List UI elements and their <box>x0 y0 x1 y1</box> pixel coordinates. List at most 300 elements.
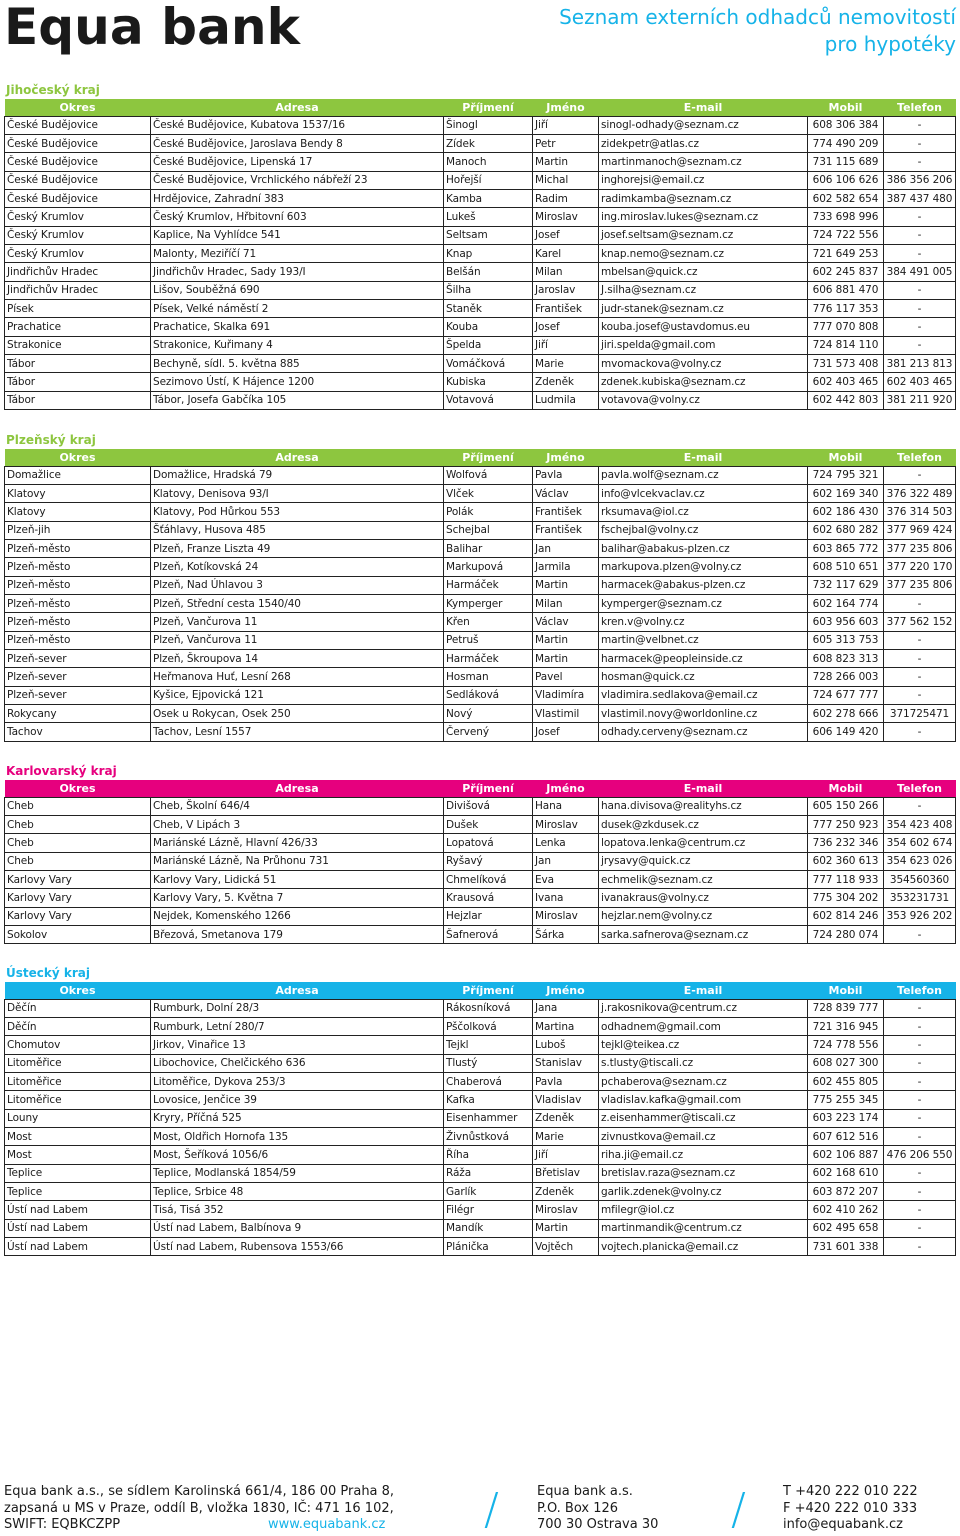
column-header: Okres <box>59 450 96 464</box>
okres-cell: Karlovy Vary <box>5 870 151 888</box>
surname-cell: Seltsam <box>444 226 533 244</box>
table-row <box>5 852 956 870</box>
column-header: Příjmení <box>462 983 514 997</box>
email-cell[interactable]: sarka.safnerova@seznam.cz <box>599 925 808 943</box>
okres-cell: Rokycany <box>5 704 151 722</box>
table-row <box>5 1219 956 1237</box>
phone-cell: - <box>884 925 956 943</box>
firstname-cell: Miroslav <box>533 208 599 226</box>
address-cell: Klatovy, Denisova 93/I <box>151 484 444 502</box>
mobile-cell: 602 410 262 <box>808 1201 884 1219</box>
table-row <box>5 613 956 631</box>
firstname-cell: Václav <box>533 484 599 502</box>
firstname-cell: Martin <box>533 1219 599 1237</box>
email-cell[interactable]: echmelik@seznam.cz <box>599 870 808 888</box>
address-cell: Plzeň, Střední cesta 1540/40 <box>151 594 444 612</box>
table-row <box>5 797 956 815</box>
surname-cell: Tejkl <box>444 1036 533 1054</box>
mobile-cell: 602 680 282 <box>808 521 884 539</box>
phone-cell: 371725471 <box>884 704 956 722</box>
surname-cell: Hořejší <box>444 171 533 189</box>
firstname-cell: Pavla <box>533 466 599 484</box>
firstname-cell: Martin <box>533 631 599 649</box>
surname-cell: Garlík <box>444 1182 533 1200</box>
address-cell: Klatovy, Pod Hůrkou 553 <box>151 503 444 521</box>
email-cell[interactable]: zidekpetr@atlas.cz <box>599 134 808 152</box>
okres-cell: České Budějovice <box>5 153 151 171</box>
phone-cell: - <box>884 594 956 612</box>
table-row <box>5 1017 956 1035</box>
mobile-cell: 603 865 772 <box>808 539 884 557</box>
phone-cell: 381 213 813 <box>884 354 956 372</box>
okres-cell: Teplice <box>5 1182 151 1200</box>
phone-cell: - <box>884 1072 956 1090</box>
okres-cell: Český Krumlov <box>5 208 151 226</box>
email-cell[interactable]: fschejbal@volny.cz <box>599 521 808 539</box>
address-cell: Ústí nad Labem, Rubensova 1553/66 <box>151 1237 444 1255</box>
phone-cell: - <box>884 299 956 317</box>
address-cell: Lovosice, Jenčice 39 <box>151 1091 444 1109</box>
table-row <box>5 1237 956 1255</box>
firstname-cell: Miroslav <box>533 815 599 833</box>
okres-cell: Prachatice <box>5 318 151 336</box>
address-cell: Heřmanova Huť, Lesní 268 <box>151 668 444 686</box>
address-cell: Litoměřice, Dykova 253/3 <box>151 1072 444 1090</box>
address-cell: Rumburk, Dolní 28/3 <box>151 999 444 1017</box>
phone-cell: - <box>884 208 956 226</box>
column-header: E-mail <box>683 781 723 795</box>
mobile-cell: 731 115 689 <box>808 153 884 171</box>
column-header: Jméno <box>546 983 585 997</box>
mobile-cell: 603 956 603 <box>808 613 884 631</box>
table-row <box>5 668 956 686</box>
okres-cell: Cheb <box>5 815 151 833</box>
table-row <box>5 391 956 409</box>
email-cell[interactable]: pavla.wolf@seznam.cz <box>599 466 808 484</box>
firstname-cell: Jiří <box>533 1146 599 1164</box>
okres-cell: Ústí nad Labem <box>5 1201 151 1219</box>
table-row <box>5 336 956 354</box>
address-cell: Plzeň, Vančurova 11 <box>151 631 444 649</box>
column-header: Telefon <box>897 983 942 997</box>
table-row <box>5 1091 956 1109</box>
footer-divider: / <box>731 1484 746 1535</box>
mobile-cell: 603 223 174 <box>808 1109 884 1127</box>
surname-cell: Eisenhammer <box>444 1109 533 1127</box>
mobile-cell: 605 313 753 <box>808 631 884 649</box>
address-cell: Šťáhlavy, Husova 485 <box>151 521 444 539</box>
surname-cell: Mandík <box>444 1219 533 1237</box>
mobile-cell: 724 814 110 <box>808 336 884 354</box>
firstname-cell: Marie <box>533 354 599 372</box>
surname-cell: Filégr <box>444 1201 533 1219</box>
table-row <box>5 1036 956 1054</box>
column-header: E-mail <box>683 983 723 997</box>
email-cell[interactable]: hosman@quick.cz <box>599 668 808 686</box>
surname-cell: Belšán <box>444 263 533 281</box>
firstname-cell: Miroslav <box>533 1201 599 1219</box>
email-cell[interactable]: votavova@volny.cz <box>599 391 808 409</box>
column-header: Telefon <box>897 781 942 795</box>
email-cell[interactable]: info@vlcekvaclav.cz <box>599 484 808 502</box>
email-cell[interactable]: kouba.josef@ustavdomus.eu <box>599 318 808 336</box>
surname-cell: Knap <box>444 244 533 262</box>
phone-cell: - <box>884 116 956 134</box>
table-row <box>5 299 956 317</box>
address-cell: Plzeň, Franze Liszta 49 <box>151 539 444 557</box>
surname-cell: Vomáčková <box>444 354 533 372</box>
table-header-row <box>5 449 956 466</box>
footer-fax: F +420 222 010 333 <box>783 1500 918 1516</box>
table-row <box>5 1109 956 1127</box>
email-cell[interactable]: pchaberova@seznam.cz <box>599 1072 808 1090</box>
address-cell: Lišov, Souběžná 690 <box>151 281 444 299</box>
phone-cell: 377 235 806 <box>884 576 956 594</box>
footer-email-link[interactable]: info@equabank.cz <box>783 1517 903 1532</box>
mobile-cell: 603 872 207 <box>808 1182 884 1200</box>
firstname-cell: Josef <box>533 226 599 244</box>
surname-cell: Ráža <box>444 1164 533 1182</box>
page-footer <box>0 1484 960 1536</box>
phone-cell: 354 623 026 <box>884 852 956 870</box>
okres-cell: Tábor <box>5 373 151 391</box>
firstname-cell: Martina <box>533 1017 599 1035</box>
okres-cell: Litoměřice <box>5 1091 151 1109</box>
column-header: Okres <box>59 781 96 795</box>
address-cell: Kryry, Příčná 525 <box>151 1109 444 1127</box>
footer-postal-address <box>537 1484 658 1534</box>
mobile-cell: 774 490 209 <box>808 134 884 152</box>
table-row <box>5 649 956 667</box>
phone-cell: 354 602 674 <box>884 834 956 852</box>
table-row <box>5 999 956 1017</box>
email-cell[interactable]: ing.miroslav.lukes@seznam.cz <box>599 208 808 226</box>
mobile-cell: 777 118 933 <box>808 870 884 888</box>
table-row <box>5 907 956 925</box>
okres-cell: Jindřichův Hradec <box>5 281 151 299</box>
email-cell[interactable]: jrysavy@quick.cz <box>599 852 808 870</box>
email-cell[interactable]: zdenek.kubiska@seznam.cz <box>599 373 808 391</box>
surname-cell: Dušek <box>444 815 533 833</box>
table-header-row <box>5 780 956 797</box>
okres-cell: Most <box>5 1127 151 1145</box>
email-cell[interactable]: hana.divisova@realityhs.cz <box>599 797 808 815</box>
phone-cell: - <box>884 649 956 667</box>
address-cell: Plzeň, Škroupova 14 <box>151 649 444 667</box>
mobile-cell: 602 245 837 <box>808 263 884 281</box>
mobile-cell: 606 106 626 <box>808 171 884 189</box>
phone-cell: 384 491 005 <box>884 263 956 281</box>
okres-cell: Plzeň-město <box>5 594 151 612</box>
email-cell[interactable]: radimkamba@seznam.cz <box>599 189 808 207</box>
mobile-cell: 602 360 613 <box>808 852 884 870</box>
email-cell[interactable]: mbelsan@quick.cz <box>599 263 808 281</box>
phone-cell: - <box>884 318 956 336</box>
footer-postal-line: P.O. Box 126 <box>537 1500 619 1516</box>
column-header: Příjmení <box>462 100 514 114</box>
address-cell: Březová, Smetanova 179 <box>151 925 444 943</box>
email-cell[interactable]: knap.nemo@seznam.cz <box>599 244 808 262</box>
email-cell[interactable]: dusek@zkdusek.cz <box>599 815 808 833</box>
column-header: Jméno <box>546 450 585 464</box>
mobile-cell: 602 164 774 <box>808 594 884 612</box>
mobile-cell: 721 316 945 <box>808 1017 884 1035</box>
firstname-cell: Hana <box>533 797 599 815</box>
phone-cell: - <box>884 999 956 1017</box>
mobile-cell: 724 795 321 <box>808 466 884 484</box>
phone-cell: - <box>884 1201 956 1219</box>
okres-cell: České Budějovice <box>5 134 151 152</box>
okres-cell: Most <box>5 1146 151 1164</box>
okres-cell: České Budějovice <box>5 116 151 134</box>
email-cell[interactable]: kren.v@volny.cz <box>599 613 808 631</box>
surname-cell: Wolfová <box>444 466 533 484</box>
email-cell[interactable]: odhady.cerveny@seznam.cz <box>599 723 808 741</box>
okres-cell: Jindřichův Hradec <box>5 263 151 281</box>
mobile-cell: 733 698 996 <box>808 208 884 226</box>
email-cell[interactable]: bretislav.raza@seznam.cz <box>599 1164 808 1182</box>
mobile-cell: 606 149 420 <box>808 723 884 741</box>
phone-cell: 376 314 503 <box>884 503 956 521</box>
phone-cell: - <box>884 1109 956 1127</box>
address-cell: Ústí nad Labem, Balbínova 9 <box>151 1219 444 1237</box>
table-row <box>5 558 956 576</box>
table-row <box>5 834 956 852</box>
footer-company-line <box>4 1517 394 1534</box>
region-title: Karlovarský kraj <box>6 764 117 778</box>
email-cell[interactable]: markupova.plzen@volny.cz <box>599 558 808 576</box>
surname-cell: Ryšavý <box>444 852 533 870</box>
region-title: Ústecký kraj <box>6 966 90 980</box>
mobile-cell: 602 455 805 <box>808 1072 884 1090</box>
surname-cell: Staněk <box>444 299 533 317</box>
mobile-cell: 731 573 408 <box>808 354 884 372</box>
mobile-cell: 602 582 654 <box>808 189 884 207</box>
surname-cell: Šilha <box>444 281 533 299</box>
mobile-cell: 602 403 465 <box>808 373 884 391</box>
email-cell[interactable]: s.tlusty@tiscali.cz <box>599 1054 808 1072</box>
table-row <box>5 889 956 907</box>
email-cell[interactable]: vojtech.planicka@email.cz <box>599 1237 808 1255</box>
okres-cell: Plzeň-město <box>5 558 151 576</box>
footer-contacts <box>783 1484 918 1534</box>
mobile-cell: 608 306 384 <box>808 116 884 134</box>
mobile-cell: 724 280 074 <box>808 925 884 943</box>
address-cell: Hrdějovice, Zahradní 383 <box>151 189 444 207</box>
okres-cell: Sokolov <box>5 925 151 943</box>
table-row <box>5 503 956 521</box>
okres-cell: Domažlice <box>5 466 151 484</box>
email-cell[interactable]: mfilegr@iol.cz <box>599 1201 808 1219</box>
appraisers-table <box>4 982 956 1256</box>
phone-cell: 377 562 152 <box>884 613 956 631</box>
surname-cell: Chaberová <box>444 1072 533 1090</box>
address-cell: Rumburk, Letní 280/7 <box>151 1017 444 1035</box>
region-section <box>4 965 955 1256</box>
okres-cell: Děčín <box>5 999 151 1017</box>
email-cell[interactable]: inghorejsi@email.cz <box>599 171 808 189</box>
okres-cell: Karlovy Vary <box>5 907 151 925</box>
table-row <box>5 521 956 539</box>
logo-wordmark: Equa bank <box>4 0 302 56</box>
email-cell[interactable]: mvomackova@volny.cz <box>599 354 808 372</box>
surname-cell: Tlustý <box>444 1054 533 1072</box>
phone-cell: - <box>884 281 956 299</box>
column-header: Příjmení <box>462 781 514 795</box>
okres-cell: Karlovy Vary <box>5 889 151 907</box>
email-cell[interactable]: J.silha@seznam.cz <box>599 281 808 299</box>
firstname-cell: Miroslav <box>533 907 599 925</box>
email-cell[interactable]: zivnustkova@email.cz <box>599 1127 808 1145</box>
phone-cell: 354560360 <box>884 870 956 888</box>
surname-cell: Sedláková <box>444 686 533 704</box>
firstname-cell: Karel <box>533 244 599 262</box>
email-cell[interactable]: vlastimil.novy@worldonline.cz <box>599 704 808 722</box>
table-row <box>5 466 956 484</box>
table-row <box>5 318 956 336</box>
surname-cell: Votavová <box>444 391 533 409</box>
email-cell[interactable]: hejzlar.nem@volny.cz <box>599 907 808 925</box>
okres-cell: Plzeň-jih <box>5 521 151 539</box>
table-row <box>5 189 956 207</box>
region-section <box>4 82 955 410</box>
address-cell: Jirkov, Vinařice 13 <box>151 1036 444 1054</box>
phone-cell: - <box>884 244 956 262</box>
table-row <box>5 263 956 281</box>
address-cell: Tisá, Tisá 352 <box>151 1201 444 1219</box>
email-cell[interactable]: z.eisenhammer@tiscali.cz <box>599 1109 808 1127</box>
okres-cell: České Budějovice <box>5 189 151 207</box>
address-cell: Most, Šeříková 1056/6 <box>151 1146 444 1164</box>
phone-cell: 377 969 424 <box>884 521 956 539</box>
table-row <box>5 815 956 833</box>
firstname-cell: Ludmila <box>533 391 599 409</box>
email-cell[interactable]: ivanakraus@volny.cz <box>599 889 808 907</box>
address-cell: Mariánské Lázně, Na Průhonu 731 <box>151 852 444 870</box>
surname-cell: Petruš <box>444 631 533 649</box>
email-cell[interactable]: balihar@abakus-plzen.cz <box>599 539 808 557</box>
email-cell[interactable]: garlik.zdenek@volny.cz <box>599 1182 808 1200</box>
email-cell[interactable]: tejkl@teikea.cz <box>599 1036 808 1054</box>
surname-cell: Divišová <box>444 797 533 815</box>
firstname-cell: Martin <box>533 576 599 594</box>
okres-cell: Plzeň-město <box>5 539 151 557</box>
email-cell[interactable]: odhadnem@gmail.com <box>599 1017 808 1035</box>
surname-cell: Šinogl <box>444 116 533 134</box>
mobile-cell: 775 255 345 <box>808 1091 884 1109</box>
email-cell[interactable]: josef.seltsam@seznam.cz <box>599 226 808 244</box>
okres-cell: Plzeň-sever <box>5 668 151 686</box>
email-cell[interactable]: rksumava@iol.cz <box>599 503 808 521</box>
firstname-cell: Michal <box>533 171 599 189</box>
email-cell[interactable]: lopatova.lenka@centrum.cz <box>599 834 808 852</box>
region-section <box>4 763 955 944</box>
okres-cell: Český Krumlov <box>5 244 151 262</box>
email-cell[interactable]: kymperger@seznam.cz <box>599 594 808 612</box>
firstname-cell: Břetislav <box>533 1164 599 1182</box>
phone-cell: 377 235 806 <box>884 539 956 557</box>
email-cell[interactable]: j.rakosnikova@centrum.cz <box>599 999 808 1017</box>
email-cell[interactable]: judr-stanek@seznam.cz <box>599 299 808 317</box>
column-header: Mobil <box>828 781 863 795</box>
title-line-2: pro hypotéky <box>824 32 956 56</box>
okres-cell: Chomutov <box>5 1036 151 1054</box>
email-cell[interactable]: jiri.spelda@gmail.com <box>599 336 808 354</box>
appraisers-table <box>4 99 956 410</box>
address-cell: Plzeň, Kotíkovská 24 <box>151 558 444 576</box>
address-cell: Karlovy Vary, 5. Května 7 <box>151 889 444 907</box>
surname-cell: Krausová <box>444 889 533 907</box>
firstname-cell: František <box>533 503 599 521</box>
mobile-cell: 608 027 300 <box>808 1054 884 1072</box>
surname-cell: Živnůstková <box>444 1127 533 1145</box>
email-cell[interactable]: harmacek@abakus-plzen.cz <box>599 576 808 594</box>
mobile-cell: 605 150 266 <box>808 797 884 815</box>
okres-cell: Klatovy <box>5 503 151 521</box>
surname-cell: Říha <box>444 1146 533 1164</box>
mobile-cell: 724 722 556 <box>808 226 884 244</box>
email-cell[interactable]: vladimira.sedlakova@email.cz <box>599 686 808 704</box>
phone-cell: - <box>884 797 956 815</box>
firstname-cell: Václav <box>533 613 599 631</box>
address-cell: Strakonice, Kuřimany 4 <box>151 336 444 354</box>
address-cell: Osek u Rokycan, Osek 250 <box>151 704 444 722</box>
okres-cell: Louny <box>5 1109 151 1127</box>
footer-postal-line: Equa bank a.s. <box>537 1484 633 1499</box>
table-row <box>5 354 956 372</box>
table-row <box>5 704 956 722</box>
table-row <box>5 171 956 189</box>
phone-cell: 376 322 489 <box>884 484 956 502</box>
firstname-cell: Stanislav <box>533 1054 599 1072</box>
footer-divider: / <box>484 1484 499 1535</box>
address-cell: Tachov, Lesní 1557 <box>151 723 444 741</box>
phone-cell: - <box>884 723 956 741</box>
region-section <box>4 432 955 742</box>
email-cell[interactable]: martin@velbnet.cz <box>599 631 808 649</box>
surname-cell: Špelda <box>444 336 533 354</box>
column-header: Okres <box>59 983 96 997</box>
table-row <box>5 870 956 888</box>
firstname-cell: Zdeněk <box>533 373 599 391</box>
phone-cell: - <box>884 1127 956 1145</box>
address-cell: Kyšice, Ejpovická 121 <box>151 686 444 704</box>
address-cell: Most, Oldřich Hornofa 135 <box>151 1127 444 1145</box>
phone-cell: - <box>884 1182 956 1200</box>
email-cell[interactable]: riha.ji@email.cz <box>599 1146 808 1164</box>
surname-cell: Kymperger <box>444 594 533 612</box>
mobile-cell: 602 169 340 <box>808 484 884 502</box>
email-cell[interactable]: martinmandik@centrum.cz <box>599 1219 808 1237</box>
column-header: Adresa <box>275 450 319 464</box>
okres-cell: Ústí nad Labem <box>5 1237 151 1255</box>
surname-cell: Harmáček <box>444 649 533 667</box>
okres-cell: Litoměřice <box>5 1054 151 1072</box>
table-row <box>5 281 956 299</box>
footer-website-link[interactable]: www.equabank.cz <box>268 1517 386 1532</box>
email-cell[interactable]: martinmanoch@seznam.cz <box>599 153 808 171</box>
email-cell[interactable]: sinogl-odhady@seznam.cz <box>599 116 808 134</box>
address-cell: Plzeň, Nad Úhlavou 3 <box>151 576 444 594</box>
address-cell: České Budějovice, Jaroslava Bendy 8 <box>151 134 444 152</box>
email-cell[interactable]: harmacek@peopleinside.cz <box>599 649 808 667</box>
firstname-cell: Pavel <box>533 668 599 686</box>
table-row <box>5 723 956 741</box>
firstname-cell: Vojtěch <box>533 1237 599 1255</box>
firstname-cell: Jana <box>533 999 599 1017</box>
okres-cell: Plzeň-město <box>5 631 151 649</box>
email-cell[interactable]: vladislav.kafka@gmail.com <box>599 1091 808 1109</box>
